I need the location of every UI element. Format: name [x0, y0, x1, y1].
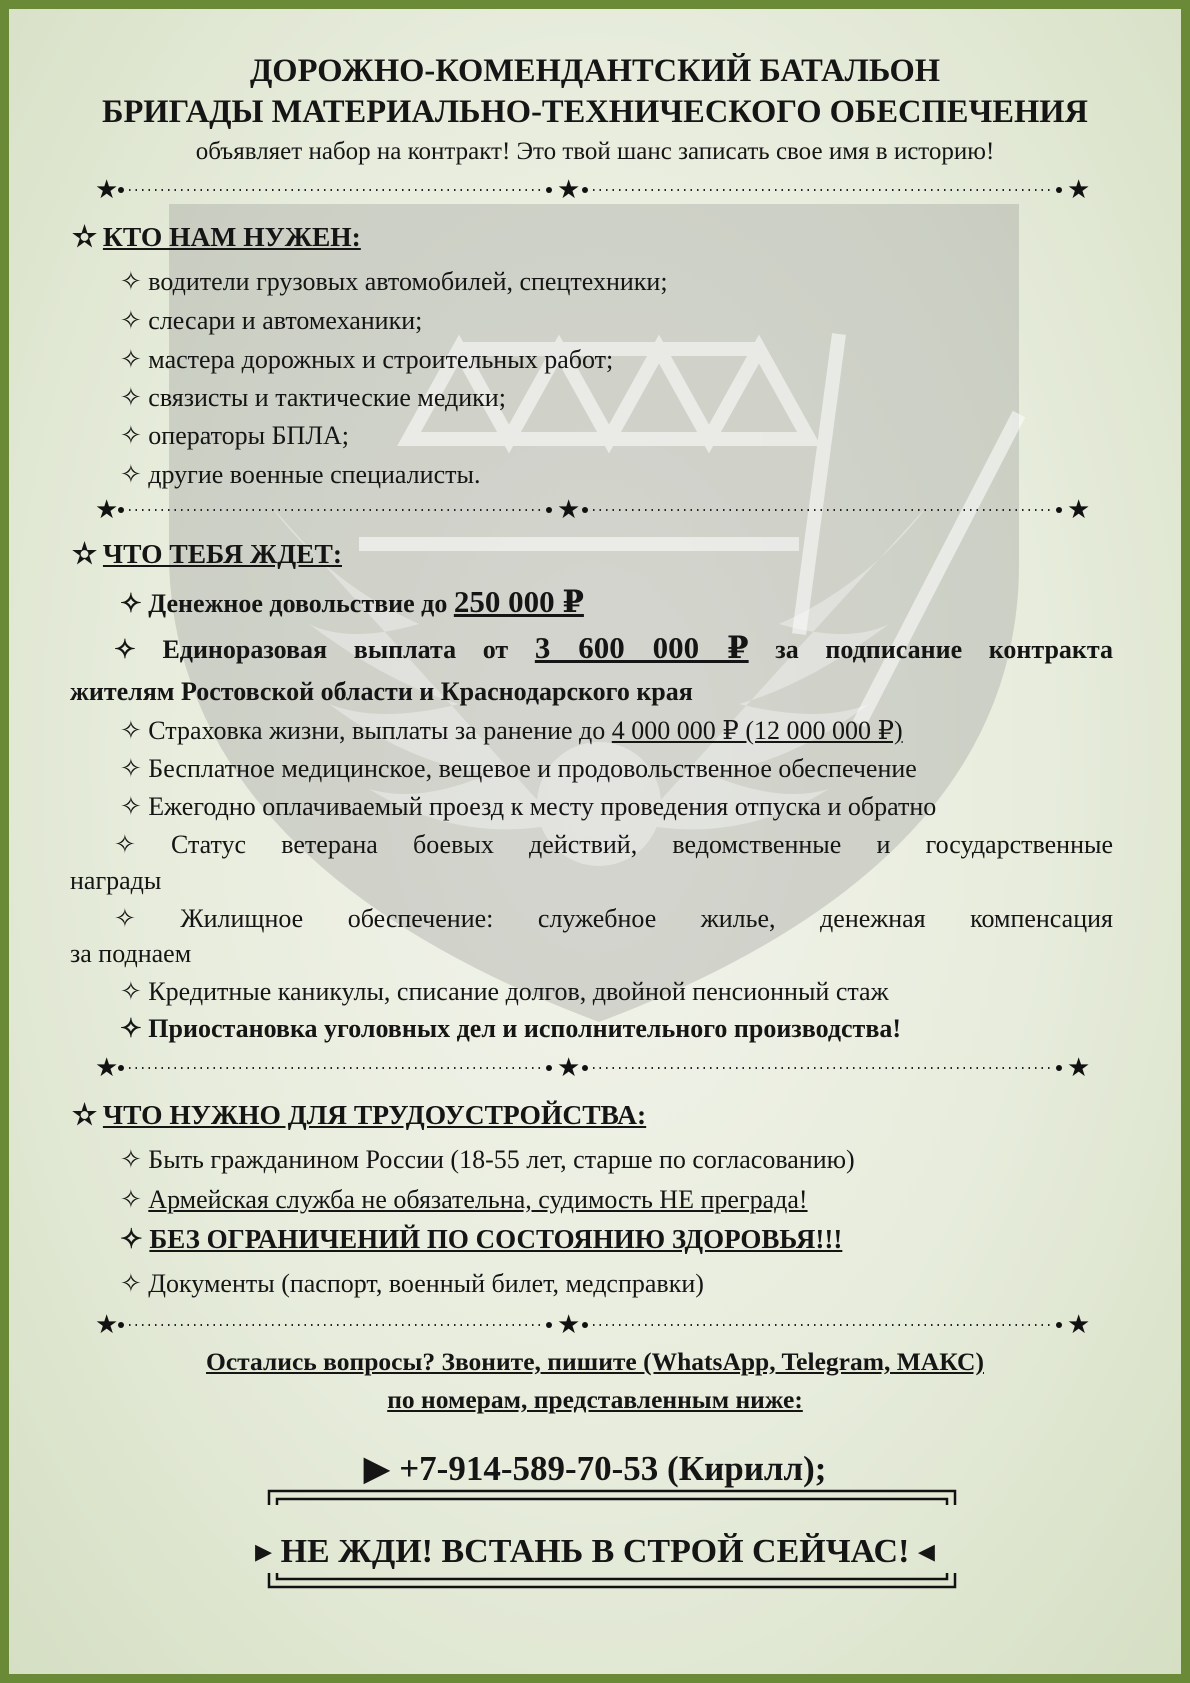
- list-item: [120, 790, 936, 824]
- star-icon: ✫: [73, 1099, 97, 1130]
- cta-banner: [9, 1529, 1181, 1575]
- list-item-text: другие военные специалисты.: [148, 460, 481, 489]
- svg-text:★: ★: [1067, 1053, 1091, 1082]
- cta-text: НЕ ЖДИ! ВСТАНЬ В СТРОЙ СЕЙЧАС!: [280, 1533, 910, 1570]
- bonus-suffix: за подписание контракта: [775, 635, 1113, 664]
- bonus-value: 3 600 000 ₽: [534, 630, 749, 665]
- bullet-icon: ✧: [114, 830, 136, 859]
- svg-text:★: ★: [557, 1310, 581, 1339]
- list-item: [120, 419, 349, 453]
- phone-number[interactable]: +7-914-589-70-53 (Кирилл);: [399, 1449, 827, 1488]
- bullet-icon: ✧: [120, 977, 142, 1006]
- bullet-icon: ✧: [120, 754, 142, 783]
- list-item-text: Армейская служба не обязательна, судимость НЕ преграда!: [148, 1185, 808, 1214]
- bullet-icon: ✧: [120, 267, 142, 296]
- bullet-icon: ✧: [120, 792, 142, 821]
- star-icon: ✫: [73, 221, 97, 252]
- svg-text:★: ★: [95, 495, 119, 524]
- list-item: [120, 752, 917, 786]
- bullet-icon: ✧: [120, 1224, 143, 1254]
- svg-text:★: ★: [557, 495, 581, 524]
- list-item: [120, 381, 506, 415]
- phone-line: [9, 1446, 1181, 1492]
- bonus-item: [70, 631, 1113, 667]
- star-icon: ✫: [73, 538, 97, 569]
- list-item: [120, 1183, 808, 1217]
- list-item-text: Жилищное обеспечение: служебное жилье, денежная компенсация: [180, 904, 1113, 933]
- svg-text:★: ★: [557, 175, 581, 204]
- left-triangle-icon: ◂: [917, 1533, 935, 1570]
- list-item: [120, 1143, 855, 1177]
- housing-item: [70, 902, 1113, 936]
- list-item-text: Статус ветерана боевых действий, ведомственные и государственные: [170, 830, 1113, 859]
- bullet-icon: ✧: [120, 1269, 142, 1298]
- header-title-line2: БРИГАДЫ МАТЕРИАЛЬНО-ТЕХНИЧЕСКОГО ОБЕСПЕЧЕНИЯ: [101, 94, 1089, 130]
- list-item-text: операторы БПЛА;: [148, 421, 349, 450]
- list-item-text: Документы (паспорт, военный билет, медсправки): [148, 1269, 704, 1298]
- list-item: [120, 1267, 704, 1301]
- svg-text:★: ★: [557, 1053, 581, 1082]
- housing-line2: за поднаем: [70, 939, 192, 968]
- list-item-text: водители грузовых автомобилей, спецтехники;: [148, 267, 668, 296]
- bullet-icon: ✧: [114, 635, 136, 664]
- bullet-icon: ✧: [120, 1145, 142, 1174]
- bonus-prefix: Единоразовая выплата от: [162, 635, 509, 664]
- insurance-label: Страховка жизни, выплаты за ранение до: [148, 716, 606, 745]
- list-item-text: мастера дорожных и строительных работ;: [148, 345, 614, 374]
- veteran-line2: награды: [70, 866, 162, 895]
- svg-text:★: ★: [95, 1053, 119, 1082]
- bullet-icon: ✧: [120, 716, 142, 745]
- section-title-text: ЧТО ТЕБЯ ЖДЕТ:: [102, 538, 342, 569]
- salary-value: 250 000 ₽: [453, 584, 584, 619]
- veteran-item: [70, 828, 1113, 862]
- section-title-who-we-need: [73, 219, 361, 255]
- bullet-icon: ✧: [120, 589, 142, 618]
- bullet-icon: ✧: [120, 1014, 142, 1043]
- star-divider: [95, 1052, 1095, 1082]
- svg-text:★: ★: [1067, 1310, 1091, 1339]
- list-item-text: Кредитные каникулы, списание долгов, двойной пенсионный стаж: [148, 977, 889, 1006]
- insurance-item: [120, 714, 903, 748]
- health-item: [120, 1222, 842, 1256]
- list-item-text: Бесплатное медицинское, вещевое и продовольственное обеспечение: [148, 754, 917, 783]
- bullet-icon: ✧: [120, 345, 142, 374]
- list-item: [120, 343, 613, 377]
- section-title-requirements: [73, 1097, 646, 1133]
- bonus-line2: жителям Ростовской области и Краснодарского края: [70, 677, 693, 706]
- play-arrow-icon: ▶: [363, 1449, 391, 1488]
- list-item: [120, 458, 480, 492]
- svg-text:★: ★: [1067, 175, 1091, 204]
- list-item-text: связисты и тактические медики;: [148, 383, 506, 412]
- star-divider: [95, 494, 1095, 524]
- svg-text:★: ★: [1067, 495, 1091, 524]
- section-title-what-awaits: [73, 536, 342, 572]
- list-item-text: Ежегодно оплачиваемый проезд к месту проведения отпуска и обратно: [148, 792, 937, 821]
- contact-question-line2: по номерам, представленным ниже:: [387, 1385, 803, 1414]
- svg-text:★: ★: [95, 1310, 119, 1339]
- contact-question-line1: Остались вопросы? Звоните, пишите (WhatsApp, Telegram, МАКС): [206, 1347, 984, 1376]
- list-item: [120, 304, 422, 338]
- list-item: [120, 265, 668, 299]
- list-item-text: Приостановка уголовных дел и исполнительного производства!: [148, 1014, 902, 1043]
- list-item-text: БЕЗ ОГРАНИЧЕНИЙ ПО СОСТОЯНИЮ ЗДОРОВЬЯ!!!: [149, 1224, 843, 1254]
- bullet-icon: ✧: [120, 383, 142, 412]
- bullet-icon: ✧: [120, 1185, 142, 1214]
- salary-label: Денежное довольствие до: [148, 589, 448, 618]
- bullet-icon: ✧: [120, 421, 142, 450]
- bullet-icon: ✧: [120, 460, 142, 489]
- header-subtitle: объявляет набор на контракт! Это твой шанс записать свое имя в историю!: [195, 138, 995, 165]
- bullet-icon: ✧: [120, 306, 142, 335]
- section-title-text: КТО НАМ НУЖЕН:: [102, 221, 361, 252]
- legal-item: [120, 1012, 901, 1046]
- list-item: [120, 975, 889, 1009]
- right-triangle-icon: ▸: [255, 1533, 273, 1570]
- list-item-text: Быть гражданином России (18-55 лет, старше по согласованию): [148, 1145, 855, 1174]
- star-divider: [95, 174, 1095, 204]
- bullet-icon: ✧: [114, 904, 136, 933]
- star-divider: [95, 1309, 1095, 1339]
- insurance-value: 4 000 000 ₽ (12 000 000 ₽): [611, 716, 903, 745]
- header-title-line1: ДОРОЖНО-КОМЕНДАНТСКИЙ БАТАЛЬОН: [249, 53, 941, 89]
- section-title-text: ЧТО НУЖНО ДЛЯ ТРУДОУСТРОЙСТВА:: [102, 1099, 647, 1130]
- list-item-text: слесари и автомеханики;: [148, 306, 423, 335]
- svg-text:★: ★: [95, 175, 119, 204]
- salary-item: [120, 585, 584, 621]
